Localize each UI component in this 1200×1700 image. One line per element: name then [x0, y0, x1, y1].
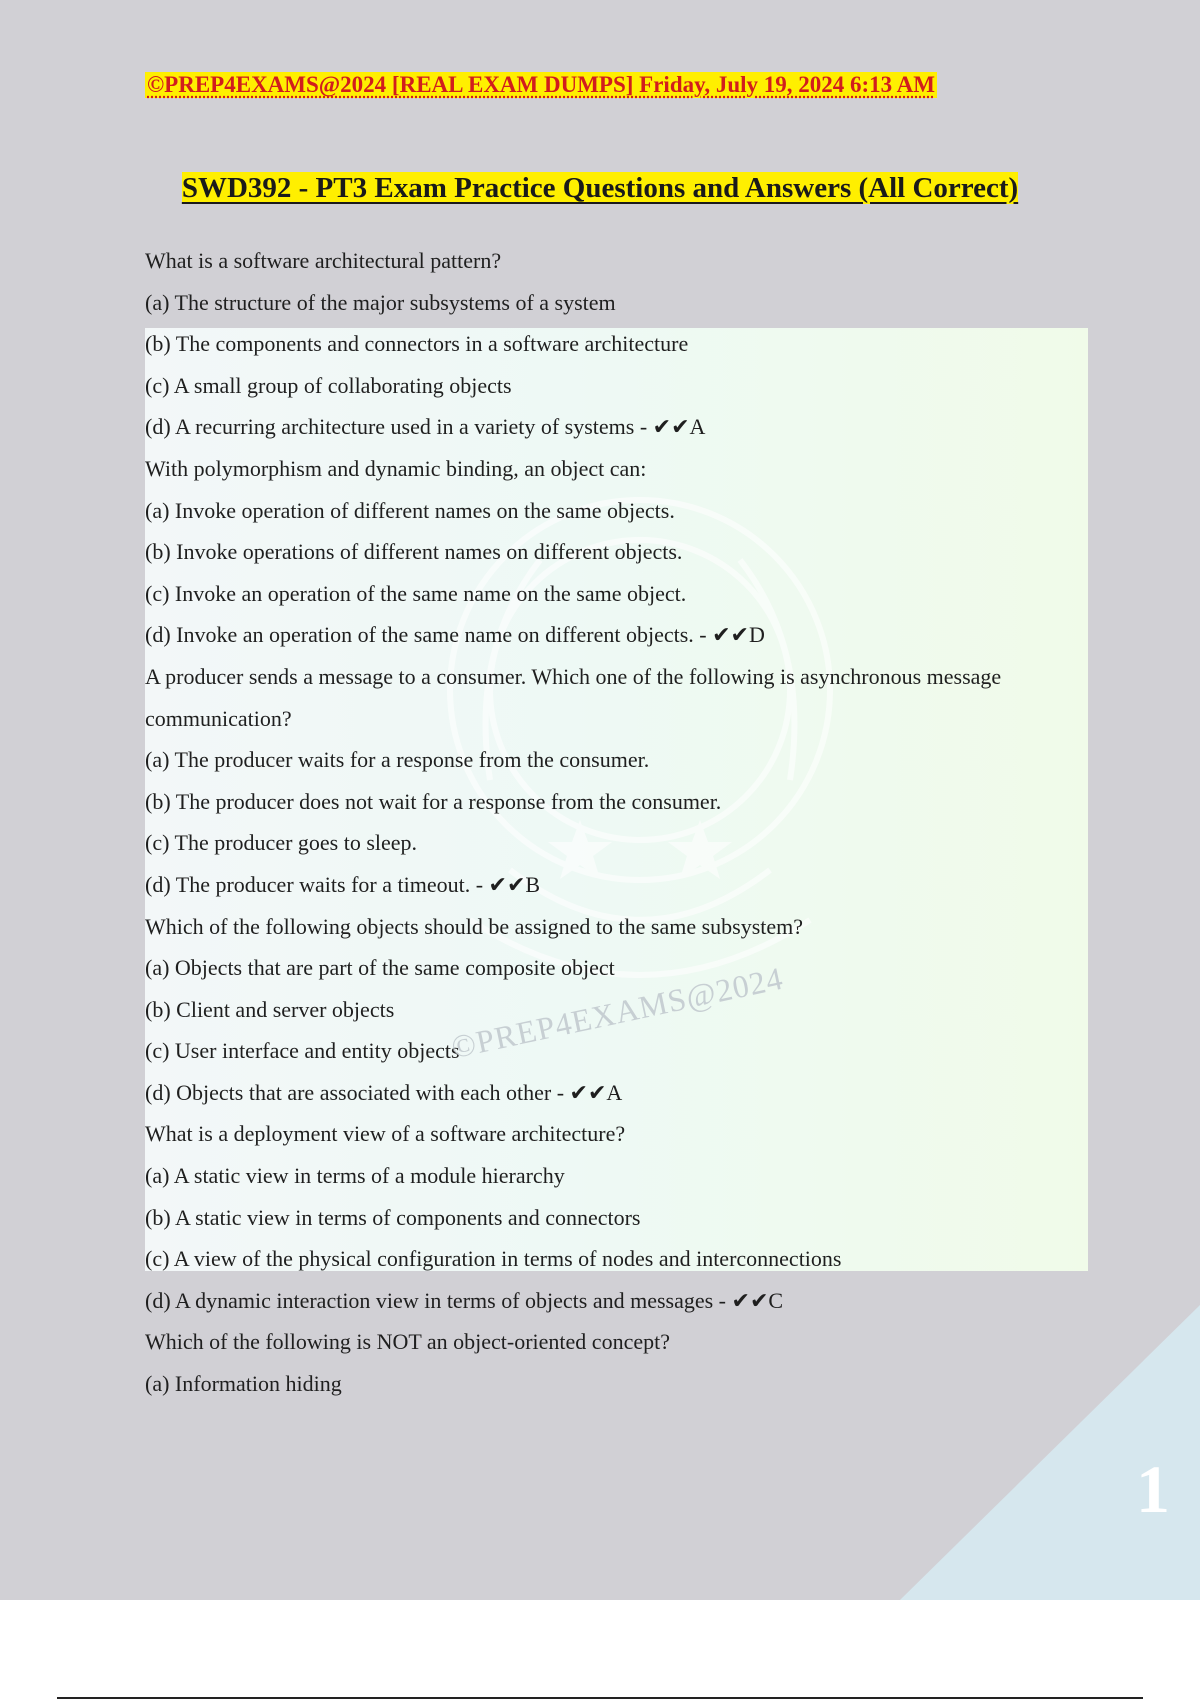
text-line: What is a deployment view of a software architecture?	[145, 1121, 626, 1147]
answer-line: (d) Invoke an operation of the same name on different objects. - ✔✔D	[145, 622, 765, 648]
text-line: (a) The structure of the major subsystems of a system	[145, 289, 616, 315]
text-line: (c) Invoke an operation of the same name on the same object.	[145, 580, 687, 606]
text-line: communication?	[145, 705, 292, 731]
text-line: (b) The producer does not wait for a response from the consumer.	[145, 788, 722, 814]
text-line: What is a software architectural pattern?	[145, 248, 502, 273]
text-line: (c) User interface and entity objects	[145, 1038, 460, 1064]
answer-line: (d) A dynamic interaction view in terms of objects and messages - ✔✔C	[145, 1287, 784, 1313]
text-line: A producer sends a message to a consumer. Which one of the following is asynchronous message	[145, 663, 1002, 689]
text-line: (a) Objects that are part of the same composite object	[145, 955, 615, 981]
page-number: 1	[1136, 1451, 1170, 1527]
text-line: (c) The producer goes to sleep.	[145, 830, 418, 856]
text-line: (a) Information hiding	[145, 1371, 342, 1397]
answer-line: (d) Objects that are associated with each other - ✔✔A	[145, 1079, 623, 1105]
text-line: Which of the following objects should be assigned to the same subsystem?	[145, 913, 804, 939]
answer-line: (d) A recurring architecture used in a variety of systems - ✔✔A	[145, 414, 706, 440]
text-line: (a) The producer waits for a response from the consumer.	[145, 747, 650, 773]
question-list	[145, 240, 1095, 1405]
text-line: (b) A static view in terms of components and connectors	[145, 1204, 641, 1230]
text-line: (c) A view of the physical configuration in terms of nodes and interconnections	[145, 1246, 842, 1272]
text-line: (b) Client and server objects	[145, 996, 395, 1022]
footer-divider	[57, 1697, 1143, 1699]
answer-line: (d) The producer waits for a timeout. - ✔✔B	[145, 871, 541, 897]
text-line: (a) A static view in terms of a module hierarchy	[145, 1163, 565, 1189]
text-line: (a) Invoke operation of different names on the same objects.	[145, 497, 675, 523]
text-line: Which of the following is NOT an object-oriented concept?	[145, 1329, 670, 1355]
document-title-text: SWD392 - PT3 Exam Practice Questions and Answers (All Correct)	[181, 172, 1019, 204]
watermark-text: ©PREP4EXAMS@2024	[448, 959, 787, 1066]
text-line: (c) A small group of collaborating objects	[145, 372, 512, 398]
text-line: (b) Invoke operations of different names on different objects.	[145, 539, 683, 565]
text-line: (b) The components and connectors in a software architecture	[145, 331, 689, 357]
text-line: With polymorphism and dynamic binding, an object can:	[145, 455, 647, 481]
header-watermark-line: ©PREP4EXAMS@2024 [REAL EXAM DUMPS] Friday, July 19, 2024 6:13 AM	[147, 72, 935, 97]
document-title	[0, 168, 1200, 208]
